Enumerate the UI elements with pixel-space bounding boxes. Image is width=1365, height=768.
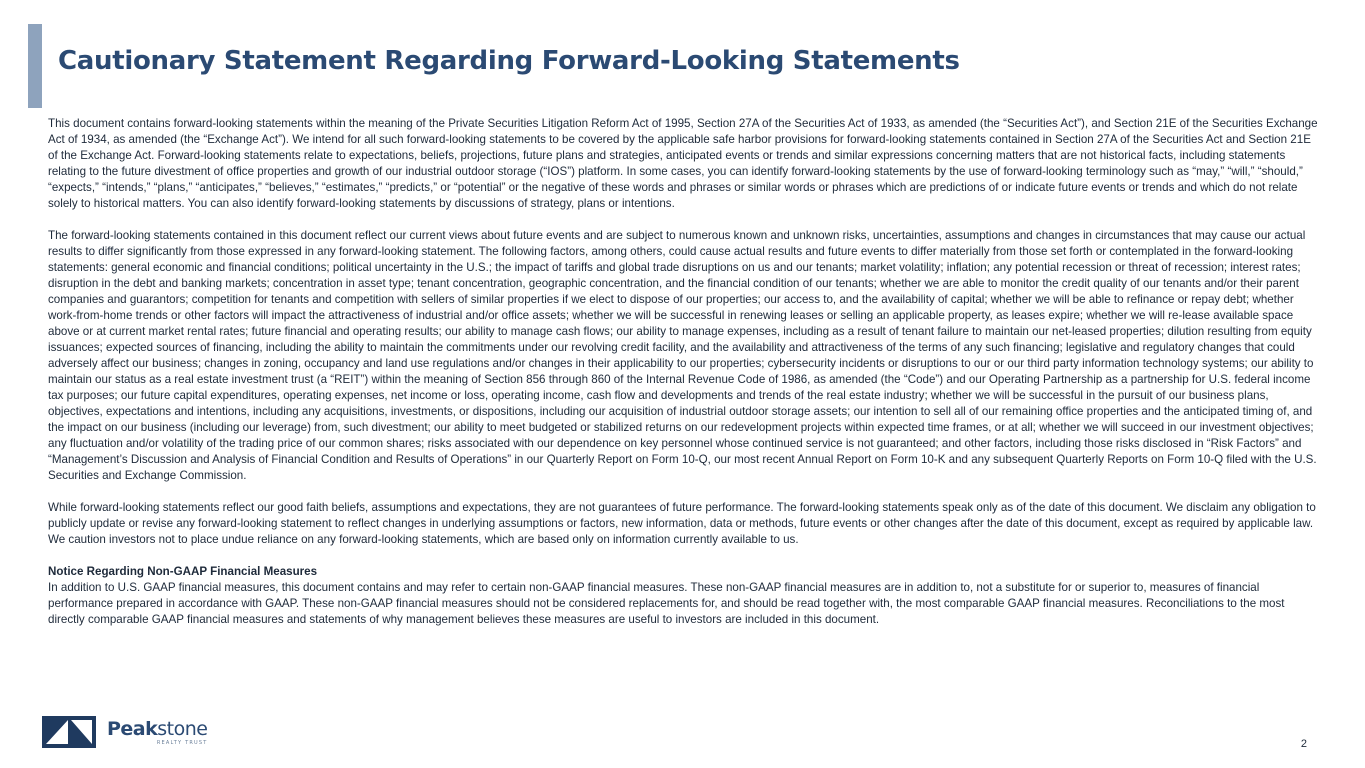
disclaimer-paragraph: While forward-looking statements reflect our good faith beliefs, assumptions and expectations, they are not guarantees of future performance. The forward-looking statements speak only as of the date of this document. We disclaim any obligation to publicly update or revise any forward-looking statement to reflect changes in underlying assumptions or factors, new information, data or methods, future events or other changes after the date of this document, except as required by applicable law. We caution investors not to place undue reliance on any forward-looking statements, which are based only on information currently available to us. (48, 501, 1316, 546)
non-gaap-notice (48, 564, 1318, 628)
logo-subtitle: REALTY TRUST (156, 740, 208, 746)
title-accent-bar (28, 24, 42, 108)
peakstone-logo (42, 716, 208, 748)
logo-name-regular: stone (157, 718, 208, 740)
logo-wordmark (107, 718, 208, 746)
logo-name-bold: Peak (107, 718, 158, 740)
risk-factors-paragraph: The forward-looking statements contained in this document reflect our current views about future events and are subject to numerous known and unknown risks, uncertainties, assumptions and changes in circumstances that may cause our actual results to differ significantly from those expressed in any forward-looking statement. The following factors, among others, could cause actual results and future events to differ materially from those set forth or contemplated in the forward-looking statements: general economic and financial conditions; political uncertainty in the U.S.; the impact of tariffs and global trade disruptions on us and our tenants; market volatility; inflation; any potential recession or threat of recession; interest rates; disruption in the debt and banking markets; concentration in asset type; tenant concentration, geographic concentration, and the financial condition of our tenants; whether we are able to monitor the credit quality of our tenants and/or their parent companies and guarantors; competition for tenants and competition with sellers of similar properties if we elect to dispose of our properties; our access to, and the availability of capital; whether we will be able to refinance or repay debt; whether work-from-home trends or other factors will impact the attractiveness of industrial and/or office assets; whether we will be successful in renewing leases or selling an applicable property, as leases expire; whether we will re-lease available space above or at current market rental rates; future financial and operating results; our ability to manage cash flows; our ability to manage expenses, including as a result of tenant failure to maintain our net-leased properties; dilution resulting from equity issuances; expected sources of financing, including the ability to maintain the commitments under our revolving credit facility, and the availability and attractiveness of the terms of any such financing; legislative and regulatory changes that could adversely affect our business; changes in zoning, occupancy and land use regulations and/or changes in their applicability to our properties; cybersecurity incidents or disruptions to our or our third party information technology systems; our ability to maintain our status as a real estate investment trust (a “REIT”) within the meaning of Section 856 through 860 of the Internal Revenue Code of 1986, as amended (the “Code”) and our Operating Partnership as a partnership for U.S. federal income tax purposes; our future capital expenditures, operating expenses, net income or loss, operating income, cash flow and developments and trends of the real estate industry; whether we will be successful in the pursuit of our business plans, objectives, expectations and intentions, including any acquisitions, investments, or dispositions, including our acquisition of industrial outdoor storage assets; our intention to sell all of our remaining office properties and the anticipated timing of, and the impact on our business (including our leverage) from, such divestment; our ability to meet budgeted or stabilized returns on our redevelopment projects within expected time frames, or at all; whether we will succeed in our investment objectives; any fluctuation and/or volatility of the trading price of our common shares; risks associated with our dependence on key personnel whose continued service is not guaranteed; and other factors, including those risks disclosed in “Risk Factors” and “Management’s Discussion and Analysis of Financial Condition and Results of Operations” in our Quarterly Report on Form 10-Q, our most recent Annual Report on Form 10-K and any subsequent Quarterly Reports on Form 10-Q filed with the U.S. Securities and Exchange Commission. (48, 229, 1317, 482)
peakstone-mountain-icon (42, 716, 96, 748)
page-title: Cautionary Statement Regarding Forward-Looking Statements (58, 46, 960, 76)
logo-name (107, 718, 208, 740)
forward-looking-intro-paragraph: This document contains forward-looking statements within the meaning of the Private Securities Litigation Reform Act of 1995, Section 27A of the Securities Act of 1933, as amended (the “Securities Act”), and Section 21E of the Securities Exchange Act of 1934, as amended (the “Exchange Act”). We intend for all such forward-looking statements to be covered by the applicable safe harbor provisions for forward-looking statements contained in Section 27A of the Securities Act and Section 21E of the Exchange Act. Forward-looking statements relate to expectations, beliefs, projections, future plans and strategies, anticipated events or trends and similar expressions concerning matters that are not historical facts, including statements relating to the future divestment of office properties and growth of our industrial outdoor storage (“IOS”) platform. In some cases, you can identify forward-looking statements by the use of forward-looking terminology such as “may,” “will,” “should,” “expects,” “intends,” “plans,” “anticipates,” “believes,” “estimates,” “predicts,” or “potential” or the negative of these words and phrases or similar words or phrases which are predictions of or indicate future events or trends and which do not relate solely to historical matters. You can also identify forward-looking statements by discussions of strategy, plans or intentions. (48, 117, 1318, 210)
non-gaap-heading: Notice Regarding Non-GAAP Financial Measures (48, 565, 318, 578)
non-gaap-text: In addition to U.S. GAAP financial measures, this document contains and may refer to certain non-GAAP financial measures. These non-GAAP financial measures are in addition to, not a substitute for or superior to, measures of financial performance prepared in accordance with GAAP. These non-GAAP financial measures should not be considered replacements for, and should be read together with, the most comparable GAAP financial measures. Reconciliations to the most directly comparable GAAP financial measures and statements of why management believes these measures are useful to investors are included in this document. (48, 581, 1285, 626)
page-number: 2 (1300, 738, 1307, 750)
statement-body (48, 116, 1318, 628)
